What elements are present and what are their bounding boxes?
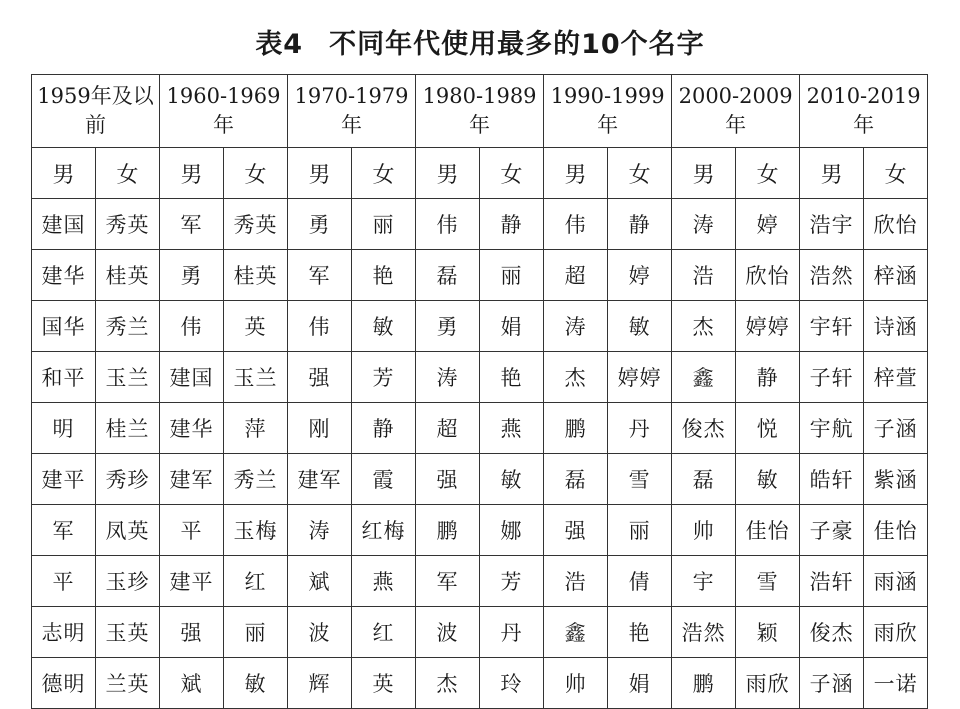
name-cell: 雪 [736, 556, 800, 607]
name-cell: 磊 [672, 454, 736, 505]
name-cell: 辉 [288, 658, 352, 709]
name-cell: 敏 [608, 301, 672, 352]
period-header [416, 75, 544, 148]
period-suffix: 年 [725, 113, 747, 137]
period-header [800, 75, 928, 148]
table-title: 不同年代使用最多的10个名字 [329, 29, 705, 60]
gender-female-header: 女 [608, 148, 672, 199]
name-cell: 宇 [672, 556, 736, 607]
name-cell: 刚 [288, 403, 352, 454]
name-cell: 芳 [352, 352, 416, 403]
name-cell: 浩然 [672, 607, 736, 658]
name-cell: 平 [32, 556, 96, 607]
name-cell: 军 [160, 199, 224, 250]
period-header [32, 75, 160, 148]
gender-male-header: 男 [288, 148, 352, 199]
gender-male-header: 男 [800, 148, 864, 199]
name-cell: 建平 [32, 454, 96, 505]
name-cell: 丽 [480, 250, 544, 301]
name-cell: 强 [288, 352, 352, 403]
period-range: 1960-1969 [166, 84, 281, 108]
table-row [32, 454, 928, 505]
name-cell: 涛 [416, 352, 480, 403]
name-cell: 娜 [480, 505, 544, 556]
name-cell: 建华 [32, 250, 96, 301]
period-suffix: 年 [469, 113, 491, 137]
name-cell: 丽 [224, 607, 288, 658]
name-cell: 婷婷 [736, 301, 800, 352]
table-caption [0, 22, 960, 61]
period-header [672, 75, 800, 148]
name-cell: 敏 [352, 301, 416, 352]
gender-male-header: 男 [32, 148, 96, 199]
name-cell: 一诺 [864, 658, 928, 709]
name-cell: 伟 [160, 301, 224, 352]
name-cell: 浩 [544, 556, 608, 607]
name-cell: 伟 [416, 199, 480, 250]
name-cell: 浩 [672, 250, 736, 301]
name-cell: 秀兰 [96, 301, 160, 352]
name-cell: 桂英 [96, 250, 160, 301]
name-cell: 志明 [32, 607, 96, 658]
name-cell: 雨欣 [864, 607, 928, 658]
name-cell: 艳 [480, 352, 544, 403]
gender-male-header: 男 [672, 148, 736, 199]
name-cell: 悦 [736, 403, 800, 454]
table-row [32, 403, 928, 454]
period-range: 1980-1989 [422, 84, 537, 108]
name-cell: 德明 [32, 658, 96, 709]
name-cell: 静 [608, 199, 672, 250]
gender-female-header: 女 [224, 148, 288, 199]
name-cell: 皓轩 [800, 454, 864, 505]
name-cell: 浩然 [800, 250, 864, 301]
name-cell: 艳 [608, 607, 672, 658]
name-cell: 诗涵 [864, 301, 928, 352]
name-cell: 浩宇 [800, 199, 864, 250]
name-cell: 婷婷 [608, 352, 672, 403]
name-cell: 俊杰 [800, 607, 864, 658]
name-cell: 鑫 [544, 607, 608, 658]
name-cell: 桂兰 [96, 403, 160, 454]
name-cell: 燕 [480, 403, 544, 454]
name-cell: 国华 [32, 301, 96, 352]
name-cell: 杰 [544, 352, 608, 403]
name-cell: 艳 [352, 250, 416, 301]
name-cell: 凤英 [96, 505, 160, 556]
name-cell: 明 [32, 403, 96, 454]
name-cell: 杰 [672, 301, 736, 352]
name-cell: 军 [288, 250, 352, 301]
period-header-row [32, 75, 928, 148]
name-cell: 子涵 [800, 658, 864, 709]
name-cell: 静 [352, 403, 416, 454]
name-cell: 霞 [352, 454, 416, 505]
name-cell: 静 [480, 199, 544, 250]
name-cell: 秀英 [96, 199, 160, 250]
name-cell: 玉英 [96, 607, 160, 658]
name-cell: 超 [416, 403, 480, 454]
gender-male-header: 男 [160, 148, 224, 199]
name-cell: 子豪 [800, 505, 864, 556]
name-cell: 紫涵 [864, 454, 928, 505]
name-cell: 兰英 [96, 658, 160, 709]
name-cell: 建华 [160, 403, 224, 454]
name-cell: 帅 [672, 505, 736, 556]
name-cell: 子轩 [800, 352, 864, 403]
name-cell: 斌 [288, 556, 352, 607]
table-row [32, 556, 928, 607]
name-cell: 强 [416, 454, 480, 505]
name-cell: 丹 [608, 403, 672, 454]
name-cell: 强 [544, 505, 608, 556]
name-cell: 建军 [288, 454, 352, 505]
period-suffix: 年 [597, 113, 619, 137]
name-cell: 桂英 [224, 250, 288, 301]
period-suffix: 前 [85, 113, 106, 137]
name-cell: 波 [288, 607, 352, 658]
name-cell: 平 [160, 505, 224, 556]
table-row [32, 607, 928, 658]
name-cell: 勇 [416, 301, 480, 352]
name-cell: 浩轩 [800, 556, 864, 607]
period-range: 1970-1979 [294, 84, 409, 108]
name-cell: 子涵 [864, 403, 928, 454]
period-range: 2000-2009 [678, 84, 793, 108]
table-number: 表4 [255, 29, 304, 60]
gender-female-header: 女 [864, 148, 928, 199]
name-cell: 涛 [672, 199, 736, 250]
name-cell: 秀兰 [224, 454, 288, 505]
name-cell: 杰 [416, 658, 480, 709]
name-cell: 勇 [288, 199, 352, 250]
name-cell: 敏 [480, 454, 544, 505]
name-cell: 建国 [32, 199, 96, 250]
name-cell: 秀珍 [96, 454, 160, 505]
name-cell: 丹 [480, 607, 544, 658]
table-row [32, 199, 928, 250]
name-cell: 雨欣 [736, 658, 800, 709]
period-range: 2010-2019 [806, 84, 921, 108]
name-cell: 强 [160, 607, 224, 658]
name-cell: 鹏 [544, 403, 608, 454]
name-cell: 燕 [352, 556, 416, 607]
name-cell: 磊 [416, 250, 480, 301]
name-cell: 和平 [32, 352, 96, 403]
name-cell: 玉兰 [224, 352, 288, 403]
name-cell: 倩 [608, 556, 672, 607]
name-cell: 红 [224, 556, 288, 607]
table-row [32, 505, 928, 556]
table-row [32, 301, 928, 352]
name-cell: 鹏 [416, 505, 480, 556]
gender-female-header: 女 [96, 148, 160, 199]
name-cell: 俊杰 [672, 403, 736, 454]
name-cell: 红 [352, 607, 416, 658]
name-cell: 建国 [160, 352, 224, 403]
name-cell: 玉兰 [96, 352, 160, 403]
gender-header-row [32, 148, 928, 199]
name-cell: 雪 [608, 454, 672, 505]
name-cell: 颖 [736, 607, 800, 658]
name-cell: 秀英 [224, 199, 288, 250]
name-cell: 军 [32, 505, 96, 556]
name-cell: 玉梅 [224, 505, 288, 556]
name-cell: 宇轩 [800, 301, 864, 352]
name-cell: 帅 [544, 658, 608, 709]
table-row [32, 250, 928, 301]
name-cell: 丽 [608, 505, 672, 556]
gender-female-header: 女 [352, 148, 416, 199]
name-cell: 敏 [224, 658, 288, 709]
period-header [544, 75, 672, 148]
period-range: 1959年及以 [37, 84, 154, 108]
period-header [288, 75, 416, 148]
name-cell: 军 [416, 556, 480, 607]
name-cell: 梓萱 [864, 352, 928, 403]
gender-female-header: 女 [480, 148, 544, 199]
name-cell: 鹏 [672, 658, 736, 709]
name-cell: 雨涵 [864, 556, 928, 607]
gender-female-header: 女 [736, 148, 800, 199]
name-cell: 玲 [480, 658, 544, 709]
name-cell: 芳 [480, 556, 544, 607]
name-cell: 伟 [544, 199, 608, 250]
table-row [32, 352, 928, 403]
name-cell: 磊 [544, 454, 608, 505]
name-cell: 娟 [608, 658, 672, 709]
name-cell: 欣怡 [864, 199, 928, 250]
name-cell: 涛 [544, 301, 608, 352]
name-cell: 英 [352, 658, 416, 709]
name-cell: 波 [416, 607, 480, 658]
name-cell: 建平 [160, 556, 224, 607]
name-cell: 斌 [160, 658, 224, 709]
name-cell: 涛 [288, 505, 352, 556]
name-cell: 佳怡 [864, 505, 928, 556]
period-suffix: 年 [853, 113, 875, 137]
table-row [32, 658, 928, 709]
name-cell: 梓涵 [864, 250, 928, 301]
name-cell: 婷 [736, 199, 800, 250]
gender-male-header: 男 [544, 148, 608, 199]
name-cell: 静 [736, 352, 800, 403]
name-cell: 宇航 [800, 403, 864, 454]
name-cell: 佳怡 [736, 505, 800, 556]
name-cell: 娟 [480, 301, 544, 352]
period-suffix: 年 [341, 113, 363, 137]
name-cell: 伟 [288, 301, 352, 352]
name-cell: 丽 [352, 199, 416, 250]
name-cell: 英 [224, 301, 288, 352]
period-header [160, 75, 288, 148]
name-cell: 建军 [160, 454, 224, 505]
name-cell: 勇 [160, 250, 224, 301]
period-suffix: 年 [213, 113, 235, 137]
name-cell: 玉珍 [96, 556, 160, 607]
name-cell: 红梅 [352, 505, 416, 556]
name-cell: 萍 [224, 403, 288, 454]
name-cell: 超 [544, 250, 608, 301]
name-cell: 欣怡 [736, 250, 800, 301]
period-range: 1990-1999 [550, 84, 665, 108]
name-cell: 敏 [736, 454, 800, 505]
names-table [31, 74, 928, 709]
gender-male-header: 男 [416, 148, 480, 199]
name-cell: 鑫 [672, 352, 736, 403]
name-cell: 婷 [608, 250, 672, 301]
